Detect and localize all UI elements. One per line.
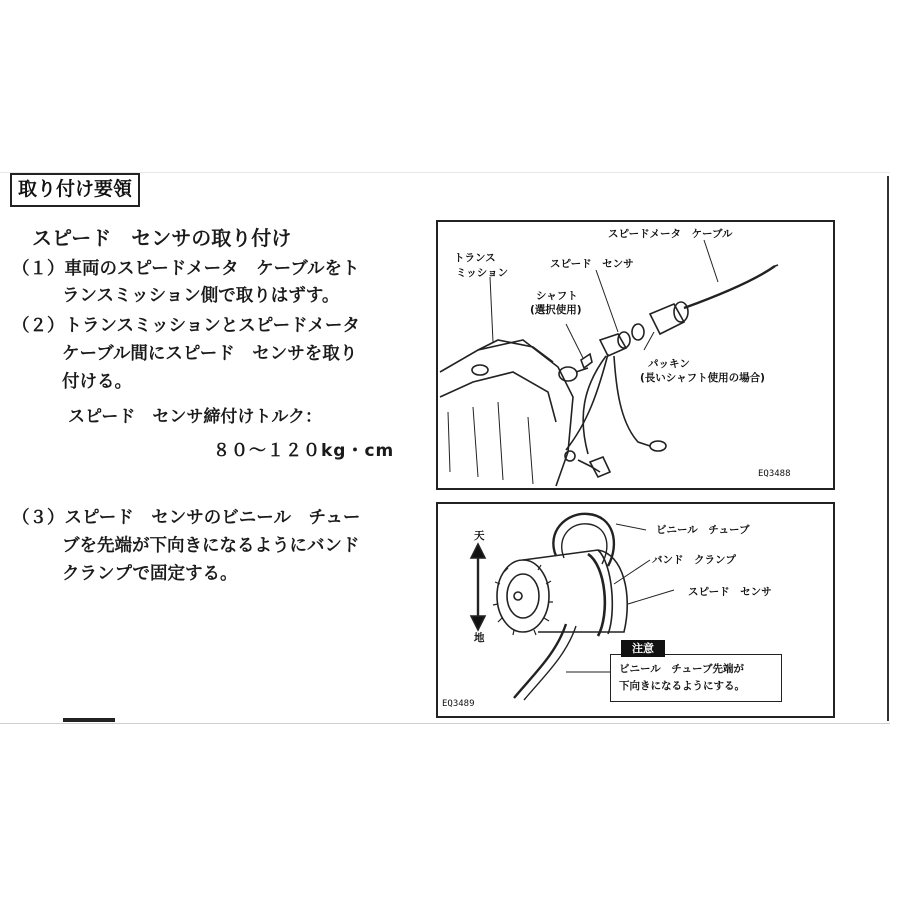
label-meter-cable: スピードメータ ケーブル [608,228,733,240]
figure-code-2: EQ3489 [442,699,475,709]
installation-illustration [438,222,833,488]
step-3-line-3: クランプで固定する。 [62,564,238,584]
label-speed-sensor: スピード センサ [550,258,634,270]
step-1-line-2: ランスミッション側で取りはずす。 [62,286,340,306]
section-title: スピード センサの取り付け [32,226,292,250]
caution-label: 注意 [621,640,665,657]
page-stamp-mark [63,718,115,722]
label-transmission-line-2: ミッション [456,267,509,279]
label-band-clamp: バンド クランプ [652,554,736,566]
section-heading: 取り付け要領 [10,173,140,207]
label-vinyl-tube: ビニール チューブ [656,524,750,536]
figure-tube-orientation [436,502,835,718]
label-packing-line-1: パッキン [648,358,690,370]
label-shaft-line-1: シャフト [536,290,578,302]
label-up: 天 [474,530,485,542]
label-shaft-line-2: (選択使用) [530,304,582,316]
torque-value: ８０〜１２０kg・cm [213,441,395,461]
label-transmission-line-1: トランス [454,252,496,264]
step-2-line-3: 付ける。 [62,372,132,392]
caution-note-line-1: ビニール チューブ先端が [619,663,744,675]
step-2-line-1: （２）トランスミッションとスピードメータ [12,316,360,336]
step-1-line-1: （１）車両のスピードメータ ケーブルをト [12,259,360,279]
label-speed-sensor-2: スピード センサ [688,586,772,598]
caution-note-line-2: 下向きになるようにする。 [619,680,745,692]
torque-label: スピード センサ締付けトルク： [68,407,322,427]
caution-note-box [610,654,782,702]
step-3-line-2: ブを先端が下向きになるようにバンド [62,536,360,556]
page-edge-line [887,176,889,721]
label-down: 地 [474,632,485,644]
figure-code: EQ3488 [758,469,791,479]
step-3-line-1: （３）スピード センサのビニール チュー [12,508,361,528]
figure-speed-sensor-install [436,220,835,490]
step-2-line-2: ケーブル間にスピード センサを取り [62,344,358,364]
label-packing-line-2: (長いシャフト使用の場合) [640,372,765,384]
